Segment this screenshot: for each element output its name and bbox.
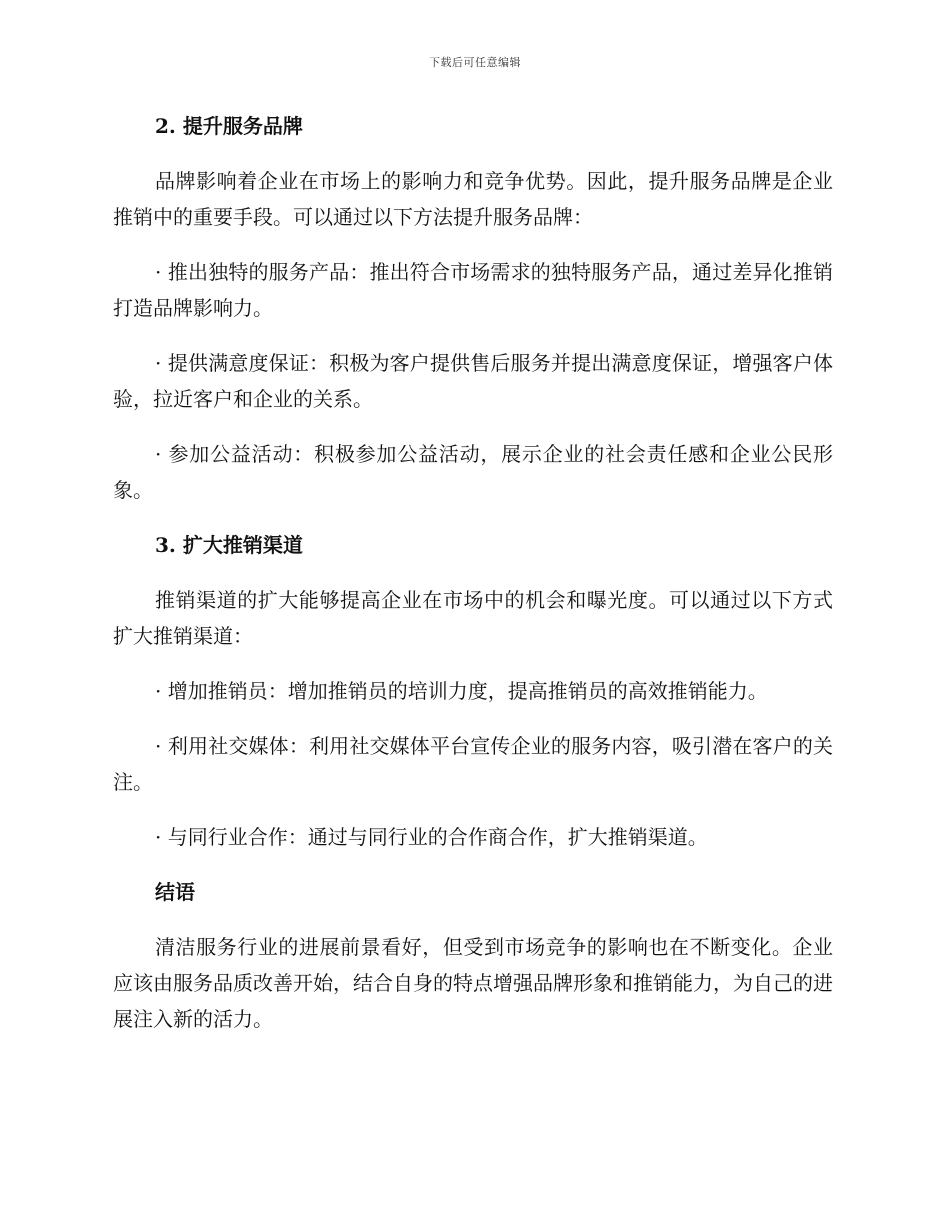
section-heading-channels: 3. 扩大推销渠道 — [155, 533, 303, 557]
section-heading-brand: 2. 提升服务品牌 — [155, 114, 303, 138]
bullet-item: · 增加推销员：增加推销员的培训力度，提高推销员的高效推销能力。 — [155, 679, 768, 703]
conclusion-body: 清洁服务行业的进展前景看好，但受到市场竞争的影响也在不断变化。企业应该由服务品质改善开始，结合自身的特点增强品牌形象和推销能力，为自己的进展注入新的活力。 — [113, 935, 833, 1031]
bullet-item: · 提供满意度保证：积极为客户提供售后服务并提出满意度保证，增强客户体验，拉近客户和企业的关系。 — [113, 351, 833, 411]
bullet-item: · 推出独特的服务产品：推出符合市场需求的独特服务产品，通过差异化推销打造品牌影响力。 — [113, 260, 833, 320]
header-note: 下载后可任意编辑 — [429, 56, 521, 69]
bullet-item: · 与同行业合作：通过与同行业的合作商合作，扩大推销渠道。 — [155, 825, 708, 849]
bullet-item: · 利用社交媒体：利用社交媒体平台宣传企业的服务内容，吸引潜在客户的关注。 — [113, 734, 833, 794]
document-body — [113, 108, 833, 1056]
bullet-item: · 参加公益活动：积极参加公益活动，展示企业的社会责任感和企业公民形象。 — [113, 442, 833, 502]
section-intro-brand: 品牌影响着企业在市场上的影响力和竞争优势。因此，提升服务品牌是企业推销中的重要手段。可以通过以下方法提升服务品牌： — [113, 169, 833, 229]
section-intro-channels: 推销渠道的扩大能够提高企业在市场中的机会和曝光度。可以通过以下方式扩大推销渠道： — [113, 588, 833, 648]
conclusion-heading: 结语 — [155, 880, 195, 904]
